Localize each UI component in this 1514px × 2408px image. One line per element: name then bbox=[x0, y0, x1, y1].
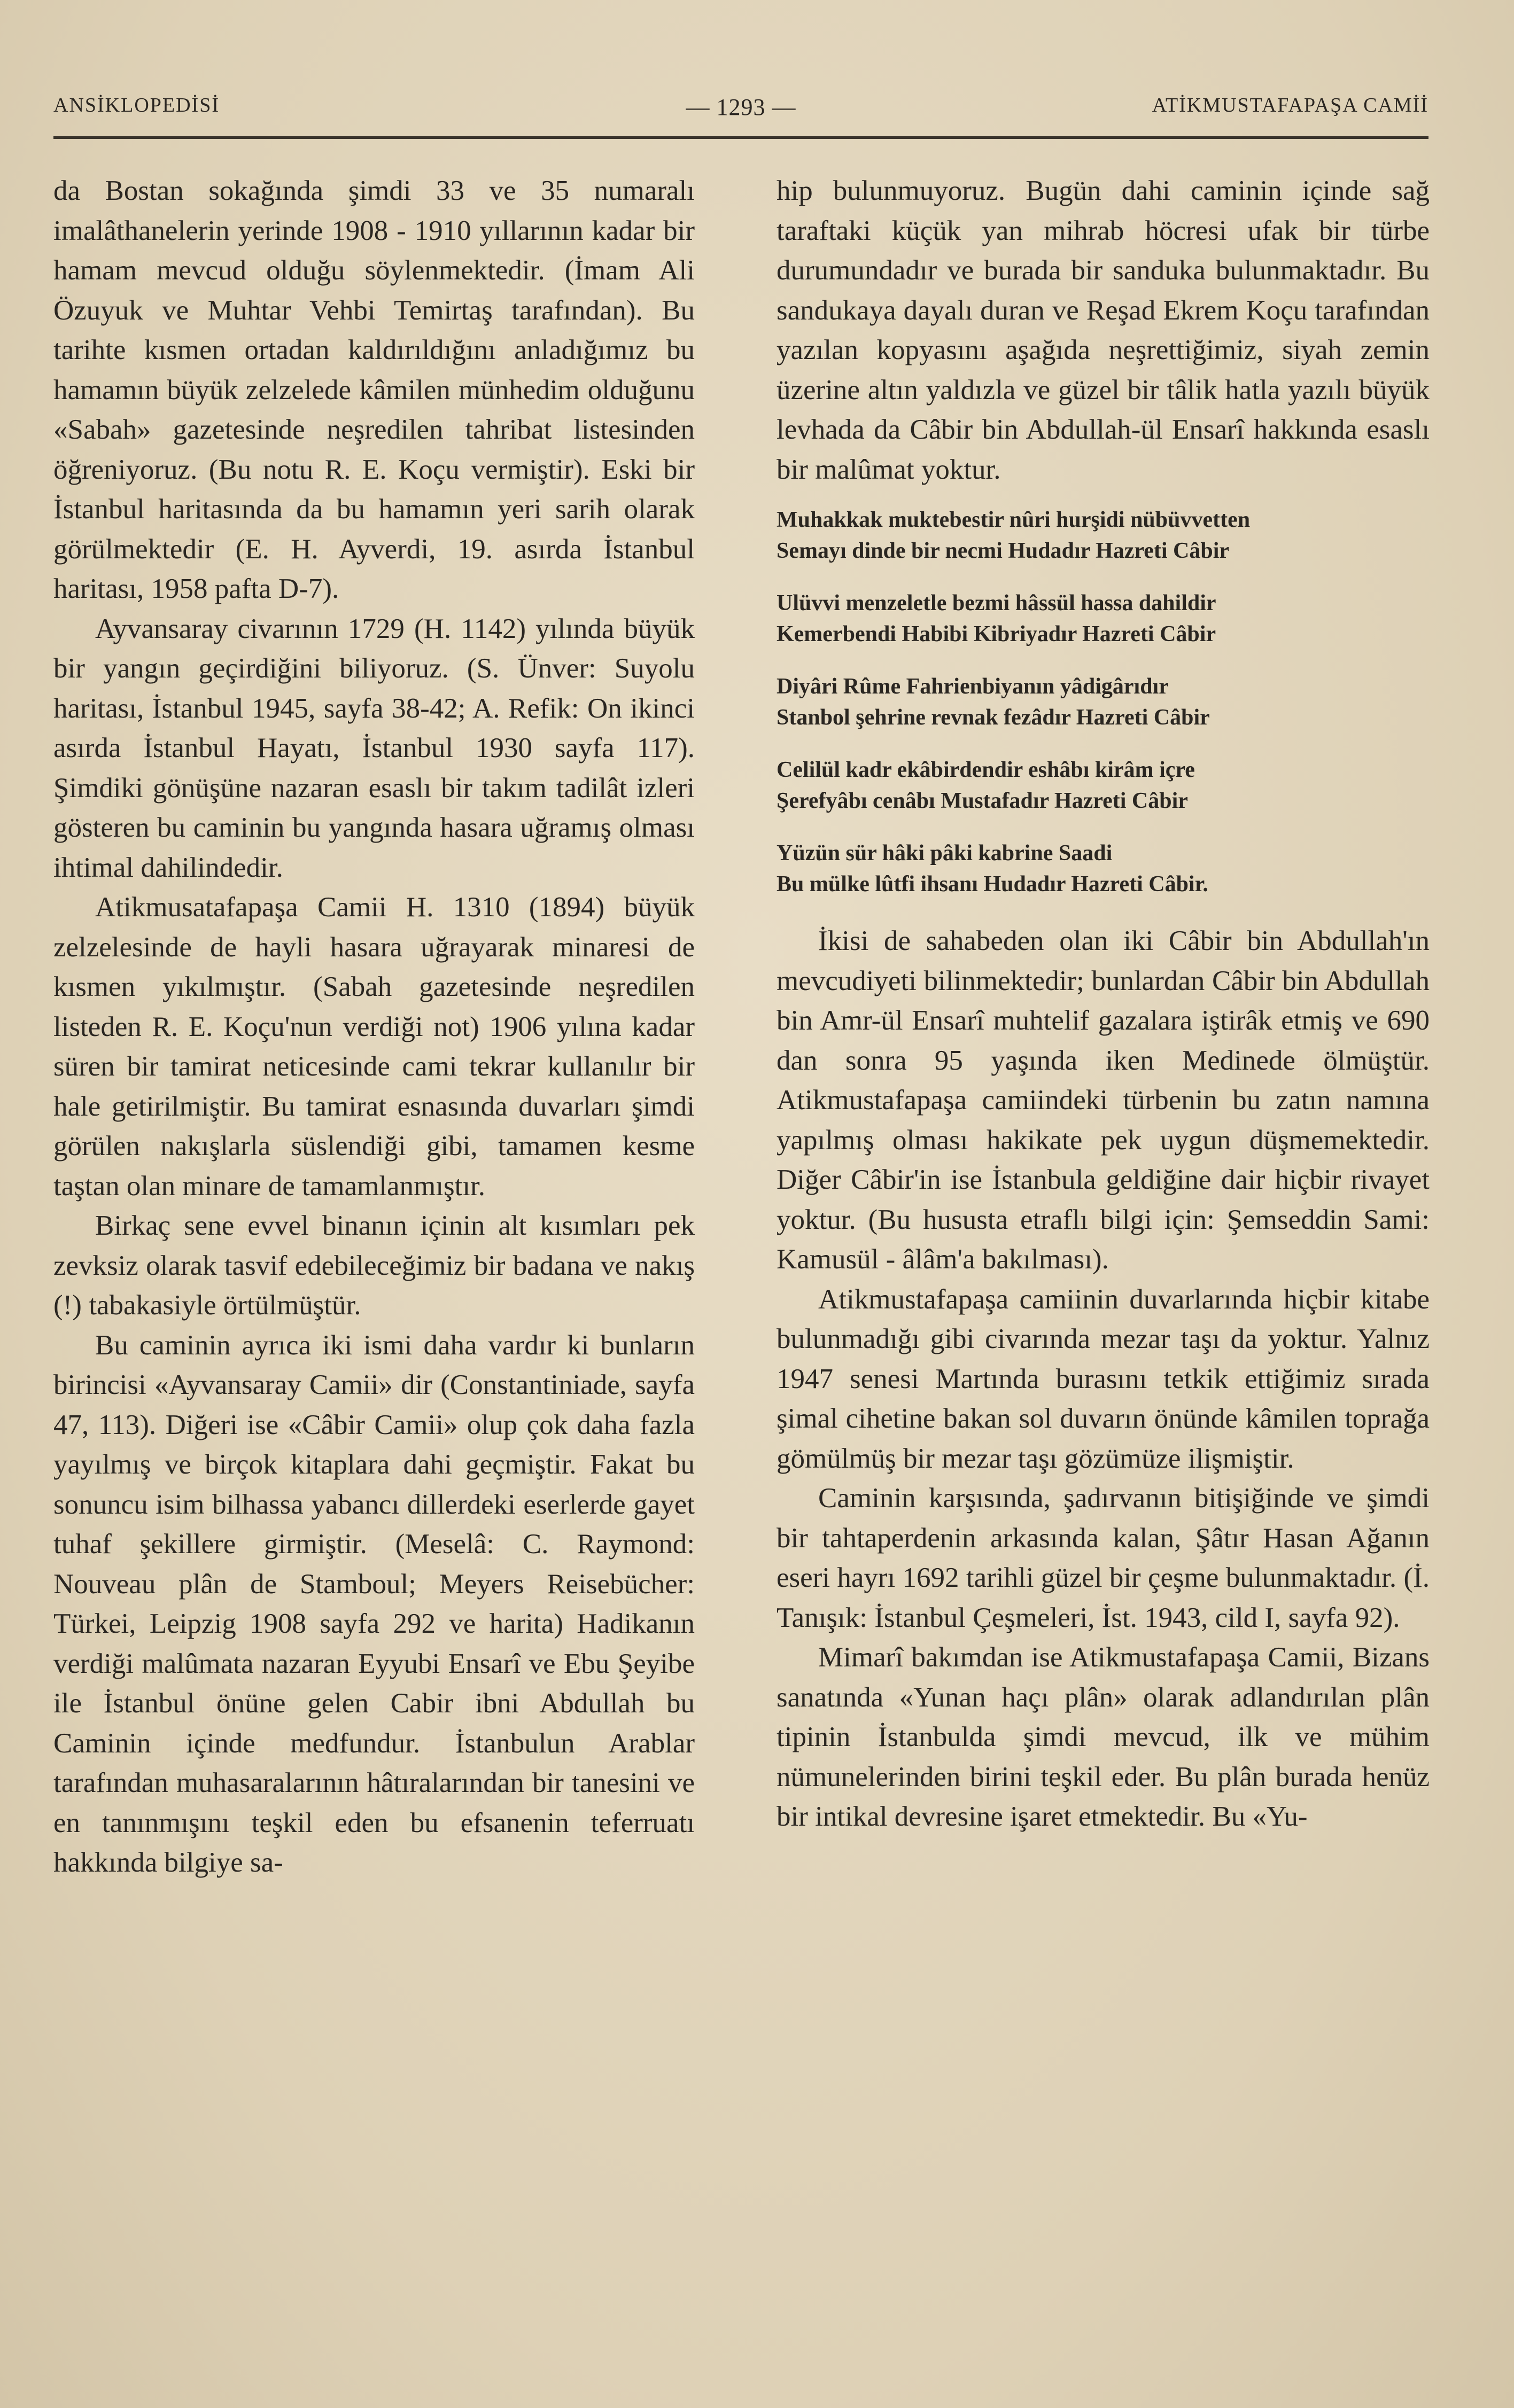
verse-stanza bbox=[777, 754, 1430, 816]
verse-line: Bu mülke lûtfi ihsanı Hudadır Hazreti Câbir. bbox=[777, 872, 1208, 897]
verse-stanza bbox=[777, 671, 1430, 733]
verse-line: Semayı dinde bir necmi Hudadır Hazreti Câbir bbox=[777, 539, 1230, 563]
verse-line: Diyâri Rûme Fahrienbiyanın yâdigârıdır bbox=[777, 674, 1169, 699]
page-header bbox=[53, 93, 1428, 131]
paragraph: Bu caminin ayrıca iki ismi daha vardır ki bunların birincisi «Ayvansaray Camii» dir (Constantiniade, sayfa 47, 113). Diğeri ise «Câbir Camii» olup çok daha fazla yayılmış ve birçok kitaplara dahi geçmiştir. Fakat bu sonuncu isim bilhassa yabancı dillerdeki eserlerde gayet tuhaf şekillere girmiştir. (Meselâ: C. Raymond: Nouveau plân de Stamboul; Meyers Reisebücher: Türkei, Leipzig 1908 sayfa 292 ve harita) Hadikanın verdiği malûmata nazaran Eyyubi Ensarî ve Ebu Şeyibe ile İstanbul önüne gelen Cabir ibni Abdullah bu Caminin içinde medfundur. İstanbulun Arablar tarafından muhasaralarının hâtıralarından bir tanesini ve en tanınmışını teşkil eden bu efsanenin teferruatı hakkında bilgiye sa- bbox=[53, 1329, 695, 1878]
verse-line: Celilül kadr ekâbirdendir eshâbı kirâm içre bbox=[777, 758, 1195, 782]
paragraph: Birkaç sene evvel binanın içinin alt kısımları pek zevksiz olarak tasvif edebileceğimiz bir badana ve nakış (!) tabakasiyle örtülmüştür. bbox=[53, 1210, 695, 1321]
verse-line: Stanbol şehrine revnak fezâdır Hazreti Câbir bbox=[777, 705, 1210, 730]
paragraph: Atikmusatafapaşa Camii H. 1310 (1894) büyük zelzelesinde de hayli hasara uğrayarak minaresi de kısmen yıkılmıştır. (Sabah gazetesinde neşredilen listeden R. E. Koçu'nun verdiği not) 1906 yılına kadar süren bir tamirat neticesinde cami tekrar kullanılır bir hale getirilmiştir. Bu tamirat esnasında duvarları şimdi görülen nakışlarla süslendiği gibi, tamamen kesme taştan olan minare de tamamlanmıştır. bbox=[53, 892, 695, 1202]
paragraph: Caminin karşısında, şadırvanın bitişiğinde ve şimdi bir tahtaperdenin arkasında kalan, Şâtır Hasan Ağanın eseri hayrı 1692 tarihli güzel bir çeşme bulunmaktadır. (İ. Tanışık: İstanbul Çeşmeleri, İst. 1943, cild I, sayfa 92). bbox=[777, 1483, 1430, 1633]
verse-line: Kemerbendi Habibi Kibriyadır Hazreti Câbir bbox=[777, 622, 1216, 646]
page-number: — 1293 — bbox=[686, 94, 796, 120]
header-section-title: ANSİKLOPEDİSİ bbox=[53, 94, 220, 116]
header-entry-title: ATİKMUSTAFAPAŞA CAMİİ bbox=[1152, 94, 1428, 116]
paragraph: Ayvansaray civarının 1729 (H. 1142) yılında büyük bir yangın geçirdiğini biliyoruz. (S. Ünver: Suyolu haritası, İstanbul 1945, sayfa 38-42; A. Refik: On ikinci asırda İstanbul Hayatı, İstanbul 1930 sayfa 117). Şimdiki gönüşüne nazaran esaslı bir takım tadilât izleri gösteren bu caminin bu yangında hasara uğramış olması ihtimal dahilindedir. bbox=[53, 613, 695, 883]
verse-line: Ulüvvi menzeletle bezmi hâssül hassa dahildir bbox=[777, 591, 1216, 615]
verse-stanza bbox=[777, 504, 1430, 566]
paragraph: hip bulunmuyoruz. Bugün dahi caminin içinde sağ taraftaki küçük yan mihrab höcresi ufak bir türbe durumundadır ve burada bir sanduka bulunmaktadır. Bu sandukaya dayalı duran ve Reşad Ekrem Koçu tarafından yazılan kopyasını aşağıda neşrettiğimiz, siyah zemin üzerine altın yaldızla ve güzel bir tâlik hatla yazılı büyük levhada da Câbir bin Abdullah-ül Ensarî hakkında esaslı bir malûmat yoktur. bbox=[777, 175, 1430, 485]
header-rule bbox=[53, 136, 1428, 139]
verse-line: Muhakkak muktebestir nûri hurşidi nübüvvetten bbox=[777, 508, 1251, 532]
paragraph: Atikmustafapaşa camiinin duvarlarında hiçbir kitabe bulunmadığı gibi civarında mezar taşı da yoktur. Yalnız 1947 senesi Martında burasını tetkik ettiğimiz sırada şimal cihetine bakan sol duvarın önünde kâmilen toprağa gömülmüş bir mezar taşı gözümüze ilişmiştir. bbox=[777, 1283, 1430, 1474]
verse-line: Şerefyâbı cenâbı Mustafadır Hazreti Câbir bbox=[777, 789, 1188, 813]
paragraph: da Bostan sokağında şimdi 33 ve 35 numaralı imalâthanelerin yerinde 1908 - 1910 yıllarının kadar bir hamam mevcud olduğu söylenmektedir. (İmam Ali Özuyuk ve Muhtar Vehbi Temirtaş tarafından). Bu tarihte kısmen ortadan kaldırıldığını anladığımız bu hamamın büyük zelzelede kâmilen münhedim olduğunu «Sabah» gazetesinde neşredilen tahribat listesinden öğreniyoruz. (Bu notu R. E. Koçu vermiştir). Eski bir İstanbul haritasında da bu hamamın yeri sarih olarak görülmektedir (E. H. Ayverdi, 19. asırda İstanbul haritası, 1958 pafta D-7). bbox=[53, 175, 695, 604]
verse-stanza bbox=[777, 838, 1430, 900]
paragraph: İkisi de sahabeden olan iki Câbir bin Abdullah'ın mevcudiyeti bilinmektedir; bunlardan Câbir bin Abdullah bin Amr-ül Ensarî muhtelif gazalara iştirâk etmiş ve 690 dan sonra 95 yaşında iken Medinede ölmüştür. Atikmustafapaşa camiindeki türbenin bu zatın namına yapılmış olması hakikate pek uygun düşmemektedir. Diğer Câbir'in ise İstanbula geldiğine dair hiçbir rivayet yoktur. (Bu hususta etraflı bilgi için: Şemseddin Sami: Kamusül - âlâm'a bakılması). bbox=[777, 925, 1430, 1275]
left-column bbox=[53, 171, 695, 1883]
right-column bbox=[777, 171, 1430, 1837]
verse-line: Yüzün sür hâki pâki kabrine Saadi bbox=[777, 841, 1113, 866]
paragraph: Mimarî bakımdan ise Atikmustafapaşa Camii, Bizans sanatında «Yunan haçı plân» olarak adlandırılan plân tipinin İstanbulda şimdi mevcud, ilk ve mühim nümunelerinden birini teşkil eder. Bu plân burada henüz bir intikal devresine işaret etmektedir. Bu «Yu- bbox=[777, 1642, 1430, 1832]
inscription-verses bbox=[777, 504, 1430, 900]
verse-stanza bbox=[777, 588, 1430, 650]
